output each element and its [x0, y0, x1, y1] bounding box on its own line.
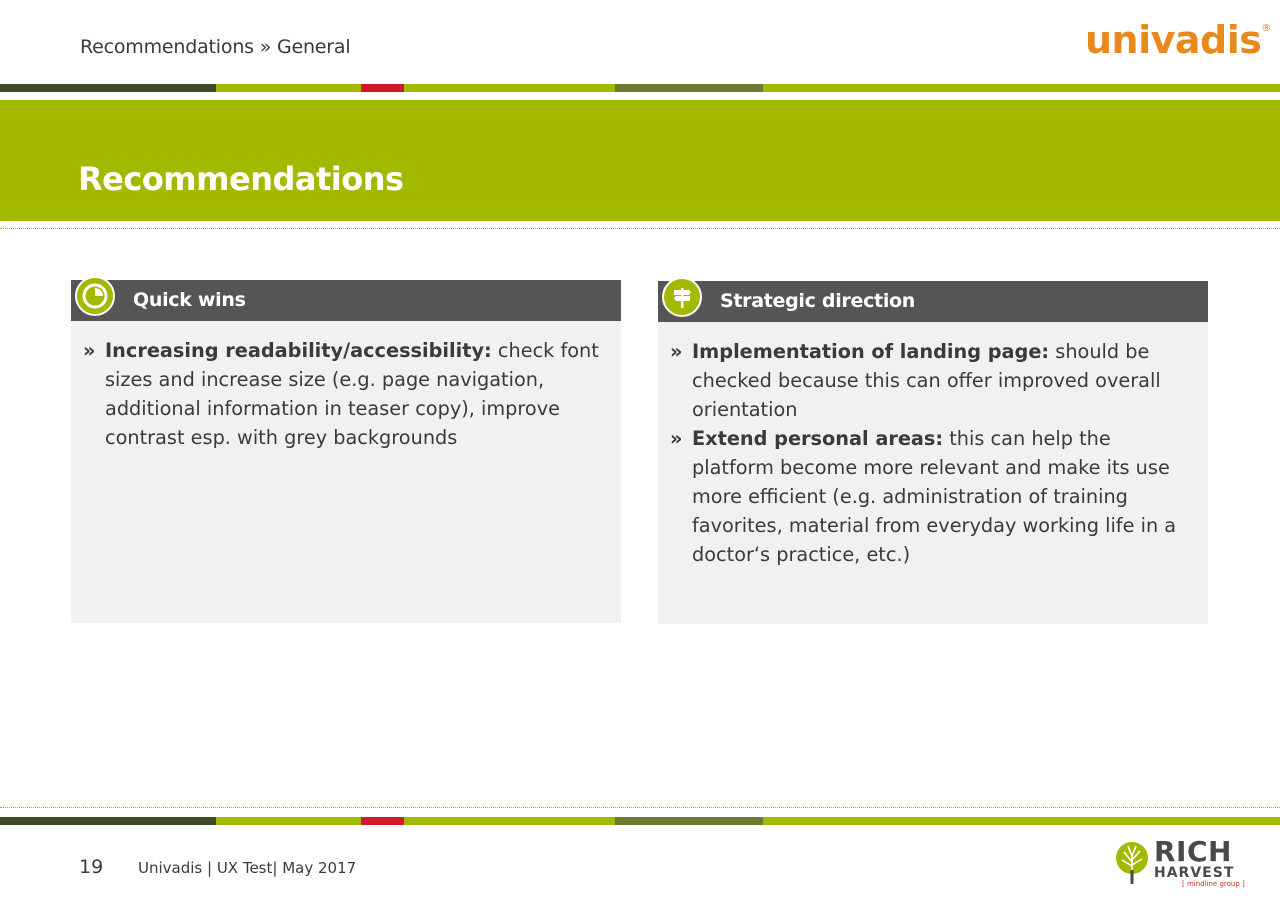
logo-line-mindline: [ mindline group ]	[1182, 880, 1245, 888]
breadcrumb: Recommendations » General	[80, 36, 351, 58]
strategic-direction-card	[658, 281, 1208, 624]
registered-mark: ®	[1261, 23, 1271, 35]
univadis-logo	[1085, 18, 1271, 62]
page-title: Recommendations	[78, 160, 404, 198]
bullet-marker: »	[83, 339, 96, 362]
tree-icon	[1112, 840, 1152, 886]
quick-wins-card	[71, 280, 621, 623]
page-number: 19	[79, 856, 104, 878]
card-body	[670, 337, 1190, 569]
item-heading: Increasing readability/accessibility:	[105, 339, 492, 362]
footer-text: Univadis | UX Test| May 2017	[138, 859, 357, 877]
card-heading: Quick wins	[133, 289, 246, 311]
logo-text: univadis	[1085, 18, 1262, 62]
card-header	[658, 281, 1208, 322]
bullet-marker: »	[670, 427, 683, 450]
list-item	[83, 336, 603, 452]
item-text: should be checked because this can offer improved overall orientation	[692, 340, 1161, 421]
rich-harvest-logo	[1112, 835, 1252, 888]
clock-icon	[75, 276, 115, 316]
item-text: this can help the platform become more relevant and make its use more efficient (e.g. administration of training favorites, material from everyday working life in a doctor‘s practice, etc.)	[692, 427, 1177, 566]
item-heading: Implementation of landing page:	[692, 340, 1050, 363]
logo-line-rich: RICH	[1154, 835, 1232, 868]
list-item	[670, 337, 1190, 424]
item-heading: Extend personal areas:	[692, 427, 944, 450]
divider-bottom	[0, 807, 1280, 808]
divider-top	[0, 228, 1280, 229]
top-color-stripe	[0, 84, 1280, 92]
card-body	[83, 336, 603, 452]
logo-line-harvest: HARVEST	[1154, 865, 1235, 881]
bottom-color-stripe	[0, 817, 1280, 825]
signpost-icon	[662, 277, 702, 317]
list-item	[670, 424, 1190, 569]
title-band	[0, 100, 1280, 221]
item-text: check font sizes and increase size (e.g. page navigation, additional information in teaser copy), improve contrast esp. with grey backgrounds	[105, 339, 599, 449]
card-header	[71, 280, 621, 321]
bullet-marker: »	[670, 340, 683, 363]
card-heading: Strategic direction	[720, 290, 916, 312]
